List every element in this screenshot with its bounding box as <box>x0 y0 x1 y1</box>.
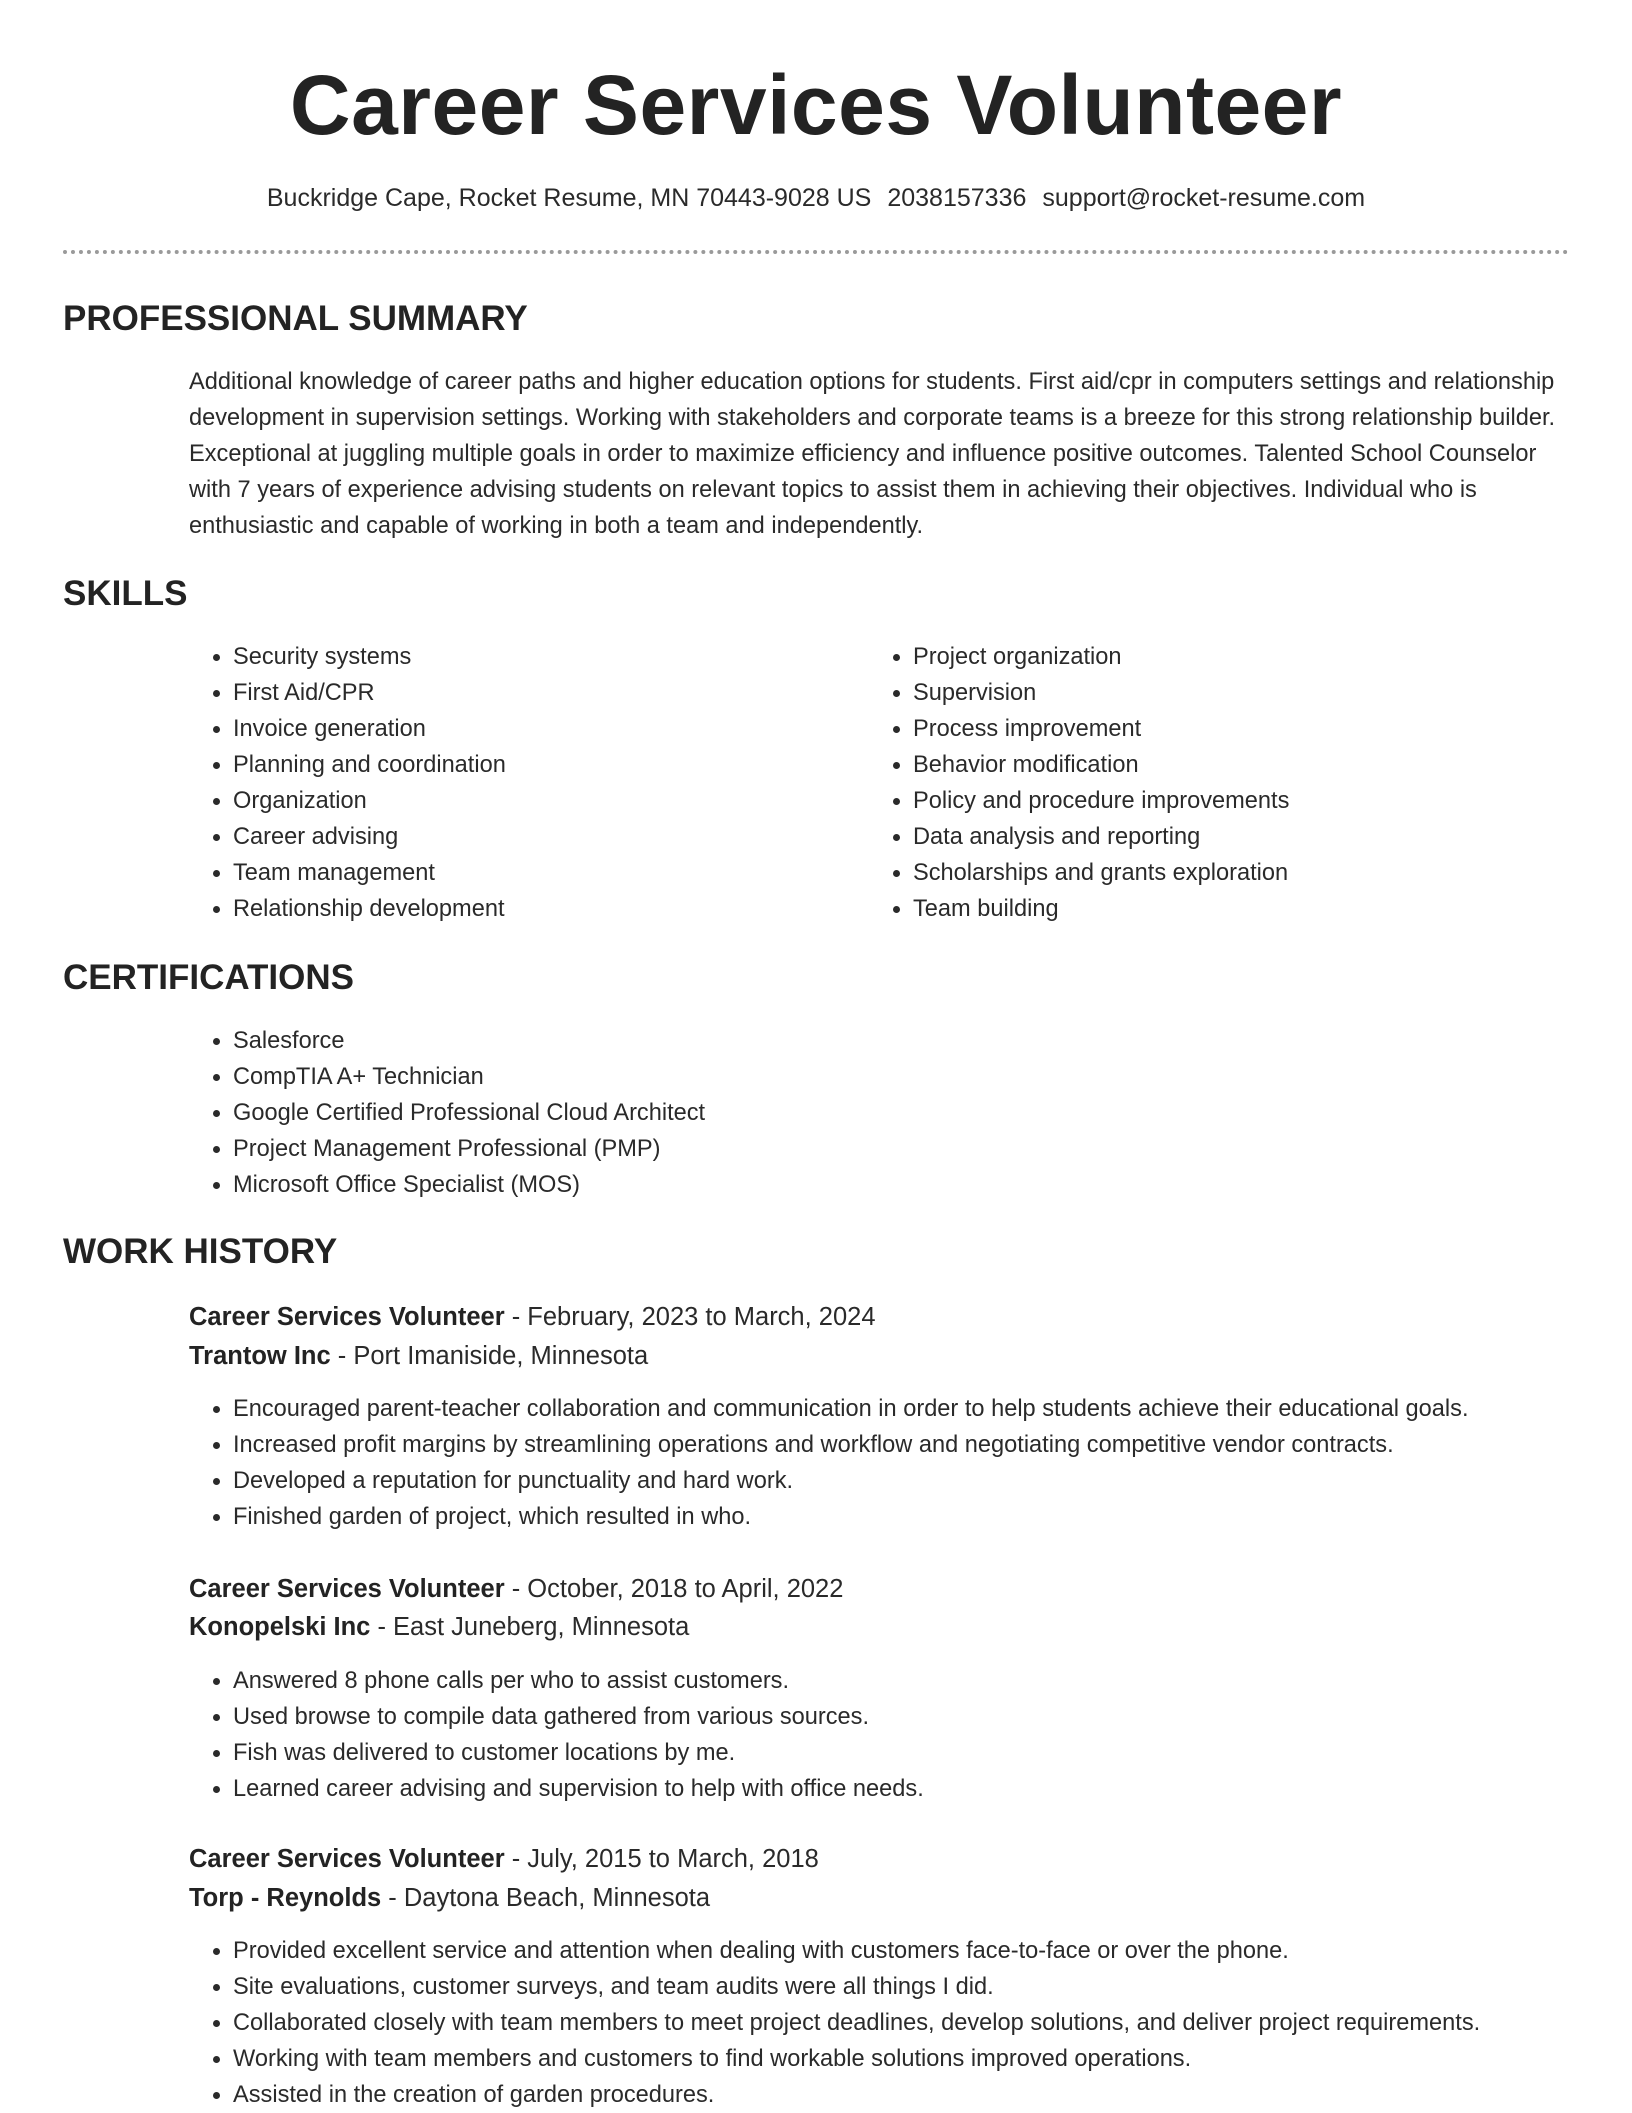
job-role: Career Services Volunteer <box>189 1575 505 1603</box>
job-location: - East Juneberg, Minnesota <box>370 1613 690 1641</box>
job-bullet: • Answered 8 phone calls per who to assist customers. <box>233 1663 1632 1699</box>
skills-list-left <box>189 639 853 927</box>
skills-heading: SKILLS <box>63 574 188 613</box>
skill-item: • Relationship development <box>233 891 853 927</box>
certification-item: • Salesforce <box>233 1023 1533 1059</box>
job-company-line <box>189 1879 710 1917</box>
skill-item: • Team management <box>233 855 853 891</box>
contact-line <box>0 178 1632 218</box>
skill-item: • Team building <box>913 891 1593 927</box>
job-dates: - October, 2018 to April, 2022 <box>504 1575 844 1603</box>
contact-email: support@rocket-resume.com <box>1042 184 1366 212</box>
summary-text: Additional knowledge of career paths and higher education options for students. First aid/cpr in computers settings and relationship development in supervision settings. Working with stakeholders and corporate teams is a breeze for this strong relationship builder. Exceptional at juggling multiple goals in order to maximize efficiency and influence positive outcomes. Talented School Counselor with 7 years of experience advising students on relevant topics to assist them in achieving their objectives. Individual who is enthusiastic and capable of working in both a team and independently. <box>189 369 1556 539</box>
skill-item: • Behavior modification <box>913 747 1593 783</box>
skill-item: • Policy and procedure improvements <box>913 783 1593 819</box>
contact-address: Buckridge Cape, Rocket Resume, MN 70443-9028 US <box>266 184 872 212</box>
skill-item: • First Aid/CPR <box>233 675 853 711</box>
header-divider <box>63 250 1569 254</box>
job-title-line <box>189 1298 876 1336</box>
skill-item: • Security systems <box>233 639 853 675</box>
skill-item: • Scholarships and grants exploration <box>913 855 1593 891</box>
job-bullets <box>189 1663 1632 1807</box>
job-title-line <box>189 1840 819 1878</box>
job-company: Trantow Inc <box>189 1342 331 1370</box>
skills-list-right <box>869 639 1593 927</box>
skill-item: • Career advising <box>233 819 853 855</box>
job-bullet: • Increased profit margins by streamlining operations and workflow and negotiating competitive vendor contracts. <box>233 1427 1632 1463</box>
job-bullet: • Working with team members and customers to find workable solutions improved operations. <box>233 2041 1632 2077</box>
job-bullet: • Learned career advising and supervision to help with office needs. <box>233 1771 1632 1807</box>
skill-item: • Invoice generation <box>233 711 853 747</box>
job-company-line <box>189 1608 689 1646</box>
contact-phone: 2038157336 <box>887 184 1027 212</box>
job-bullets <box>189 1391 1632 1535</box>
skill-item: • Process improvement <box>913 711 1593 747</box>
job-location: - Port Imaniside, Minnesota <box>330 1342 649 1370</box>
job-title-line <box>189 1570 843 1608</box>
job-bullet: • Used browse to compile data gathered from various sources. <box>233 1699 1632 1735</box>
skill-item: • Project organization <box>913 639 1593 675</box>
job-company: Konopelski Inc <box>189 1613 371 1641</box>
job-bullet: • Assisted in the creation of garden procedures. <box>233 2077 1632 2113</box>
job-dates: - July, 2015 to March, 2018 <box>504 1845 819 1873</box>
job-bullet: • Site evaluations, customer surveys, and team audits were all things I did. <box>233 1969 1632 2005</box>
job-bullet: • Finished garden of project, which resulted in who. <box>233 1499 1632 1535</box>
job-dates: - February, 2023 to March, 2024 <box>504 1303 876 1331</box>
resume-name: Career Services Volunteer <box>289 58 1343 152</box>
skill-item: • Organization <box>233 783 853 819</box>
job-location: - Daytona Beach, Minnesota <box>381 1884 711 1912</box>
job-bullet: • Fish was delivered to customer locations by me. <box>233 1735 1632 1771</box>
certification-item: • Microsoft Office Specialist (MOS) <box>233 1167 1533 1203</box>
job-bullet: • Encouraged parent-teacher collaboration and communication in order to help students achieve their educational goals. <box>233 1391 1632 1427</box>
job-bullet: • Developed a reputation for punctuality and hard work. <box>233 1463 1632 1499</box>
certification-item: • Project Management Professional (PMP) <box>233 1131 1533 1167</box>
skill-item: • Supervision <box>913 675 1593 711</box>
job-role: Career Services Volunteer <box>189 1303 505 1331</box>
job-bullet: • Provided excellent service and attention when dealing with customers face-to-face or over the phone. <box>233 1933 1632 1969</box>
job-company: Torp - Reynolds <box>189 1884 382 1912</box>
job-bullets <box>189 1933 1632 2113</box>
job-bullet: • Collaborated closely with team members to meet project deadlines, develop solutions, and deliver project requirements. <box>233 2005 1632 2041</box>
certifications-heading: CERTIFICATIONS <box>63 958 355 997</box>
certifications-list <box>189 1023 1533 1203</box>
certification-item: • Google Certified Professional Cloud Architect <box>233 1095 1533 1131</box>
job-role: Career Services Volunteer <box>189 1845 505 1873</box>
skill-item: • Planning and coordination <box>233 747 853 783</box>
work-history-heading: WORK HISTORY <box>63 1232 338 1271</box>
certification-item: • CompTIA A+ Technician <box>233 1059 1533 1095</box>
job-company-line <box>189 1337 648 1375</box>
summary-heading: PROFESSIONAL SUMMARY <box>63 299 528 338</box>
skill-item: • Data analysis and reporting <box>913 819 1593 855</box>
